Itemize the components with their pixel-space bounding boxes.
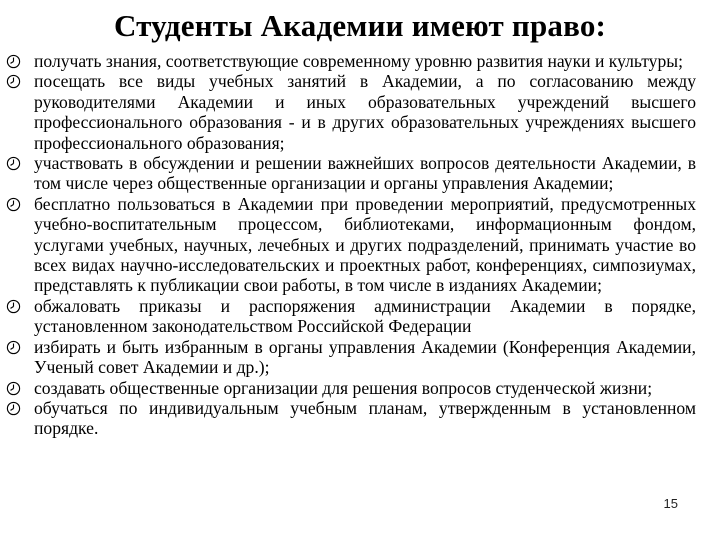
list-item-text: обжаловать приказы и распоряжения администрации Академии в порядке, установленном законодательством Российской Федерации — [34, 295, 696, 337]
list-item-text: создавать общественные организации для решения вопросов студенческой жизни; — [34, 377, 653, 398]
rights-list — [6, 51, 696, 439]
clock-icon — [6, 381, 21, 396]
list-item — [6, 398, 696, 439]
list-item-text: участвовать в обсуждении и решении важнейших вопросов деятельности Академии, в том числе через общественные организации и органы управления Академии; — [34, 153, 696, 194]
list-item-text: обучаться по индивидуальным учебным планам, утвержденным в установленном порядке. — [34, 397, 696, 439]
clock-icon — [6, 156, 21, 171]
list-item — [6, 153, 696, 194]
list-item — [6, 296, 696, 337]
slide-title: Студенты Академии имеют право: — [113, 8, 607, 43]
list-item — [6, 337, 696, 378]
clock-icon — [6, 74, 21, 89]
clock-icon — [6, 299, 21, 314]
clock-icon — [6, 54, 21, 69]
list-item — [6, 51, 696, 71]
list-item-text: получать знания, соответствующие современному уровню развития науки и культуры; — [34, 51, 683, 71]
list-item-text: посещать все виды учебных занятий в Академии, а по согласованию между руководителями Академии и иных образовательных учреждений высшего профессионального образования - и в других образовательных учреждениях высшего профессионального образования; — [34, 71, 696, 153]
page-number: 15 — [663, 496, 678, 511]
list-item — [6, 378, 696, 398]
list-item — [6, 71, 696, 153]
list-item-text: избирать и быть избранным в органы управления Академии (Конференция Академии, Ученый совет Академии и др.); — [34, 336, 696, 378]
clock-icon — [6, 340, 21, 355]
list-item-text: бесплатно пользоваться в Академии при проведении мероприятий, предусмотренных учебно-воспитательным процессом, библиотеками, информационным фондом, услугами учебных, научных, лечебных и других подразделений, принимать участие во всех видах научно-исследовательских и проектных работ, конференциях, симпозиумах, представлять к публикации свои работы, в том числе в изданиях Академии; — [34, 193, 696, 296]
clock-icon — [6, 401, 21, 416]
list-item — [6, 194, 696, 296]
clock-icon — [6, 197, 21, 212]
